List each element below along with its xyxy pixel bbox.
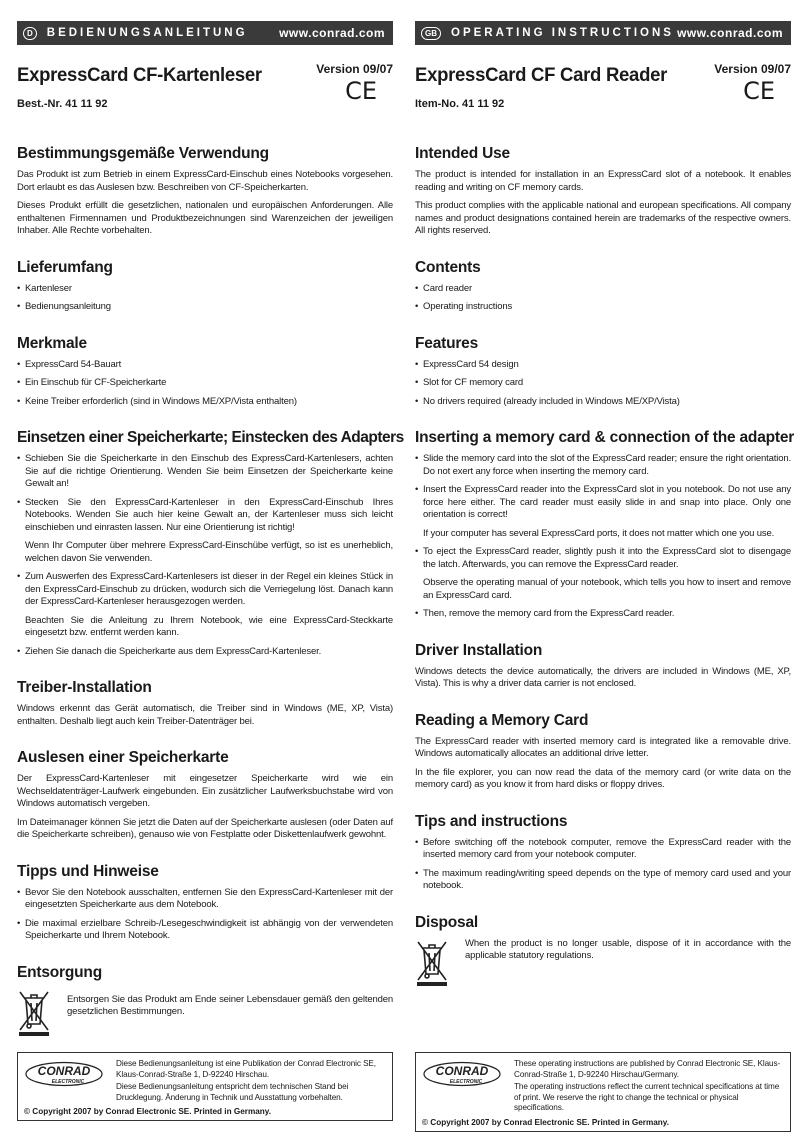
header-title: OPERATING INSTRUCTIONS (451, 27, 674, 39)
step-note: If your computer has several ExpressCard ports, it does not matter which one you use. (423, 527, 775, 539)
list-item: • ExpressCard 54 design (415, 359, 791, 372)
publisher-text: Diese Bedienungsanleitung ist eine Publikation der Conrad Electronic SE, Klaus-Conrad-Straße 1, D-92240 Hirschau. (116, 1059, 376, 1079)
driver-text: Windows detects the device automatically, the drivers are included in Windows (ME, XP, Vista). This is why a driver data carrier is not enclosed. (415, 665, 791, 689)
header-bar (17, 21, 393, 45)
ce-mark-icon: CE (743, 77, 775, 105)
list-item (415, 608, 791, 621)
list-item: • Card reader (415, 283, 791, 296)
reading-heading: Auslesen einer Speicherkarte (17, 749, 229, 766)
copyright-text: © Copyright 2007 by Conrad Electronic SE. Printed in Germany. (422, 1117, 670, 1127)
list-item: • Ein Einschub für CF-Speicherkarte (17, 377, 393, 390)
logo-bottom-text: ELECTRONIC (51, 1079, 85, 1085)
compliance-text: This product complies with the applicable national and european specifications. All company names and product designations contained herein are trademarks of the respective owners. All rights reserved. (415, 200, 791, 236)
website-url: www.conrad.com (279, 26, 385, 40)
item-number: Best.-Nr. 41 11 92 (17, 98, 108, 110)
intended-use-heading: Bestimmungsgemäße Verwendung (17, 145, 269, 162)
header-bar (415, 21, 791, 45)
step-text: Insert the ExpressCard reader into the ExpressCard slot in you notebook. Do not use any force here either. The card reader must easily slide in and snap into place. Only one orientation is correct! (423, 484, 791, 520)
list-item: • Operating instructions (415, 301, 791, 314)
language-badge: D (23, 27, 37, 40)
driver-heading: Driver Installation (415, 641, 543, 659)
list-item (415, 484, 791, 540)
tips-list (17, 887, 393, 943)
disposal-heading: Entsorgung (17, 963, 102, 981)
list-item: • Bevor Sie den Notebook ausschalten, entfernen Sie den ExpressCard-Kartenleser mit der eingesetzten Speicherkarte aus dem Notebook. (17, 887, 393, 912)
intended-use-text: The product is intended for installation in an ExpressCard slot of a notebook. It enables reading and writing on CF memory cards. (415, 169, 791, 193)
inserting-list (415, 453, 791, 621)
conrad-logo-icon (24, 1061, 104, 1087)
list-item (17, 453, 393, 491)
product-title: ExpressCard CF-Kartenleser (17, 64, 262, 86)
disposal-heading: Disposal (415, 913, 479, 931)
item-number: Item-No. 41 11 92 (415, 98, 505, 110)
disposal-section (17, 988, 393, 1036)
step-text: Then, remove the memory card from the ExpressCard reader. (423, 608, 675, 619)
reading-text: In the file explorer, you can now read the data of the memory card (or write data on the memory card) as you know it from hard disks or floppy drives. (415, 766, 791, 790)
reading-heading: Reading a Memory Card (415, 711, 589, 729)
inserting-list (17, 453, 393, 658)
publisher-text: These operating instructions are published by Conrad Electronic SE, Klaus-Conrad-Straße 1, D-92240 Hirschau/Germany. (514, 1059, 781, 1079)
list-item: • No drivers required (already included in Windows ME/XP/Vista) (415, 396, 791, 409)
step-text: Ziehen Sie danach die Speicherkarte aus dem ExpressCard-Kartenleser. (25, 645, 322, 657)
step-text: Schieben Sie die Speicherkarte in den Einschub des ExpressCard-Kartenlesers, achten Sie auf die richtige Orientierung. Wenden Sie beim Einsetzen der Speicherkarte keine Gewalt an! (25, 453, 393, 489)
driver-text: Windows erkennt das Gerät automatisch, die Treiber sind in Windows (ME, XP, Vista) enthalten. Deshalb liegt auch kein Treiber-Datenträger bei. (17, 703, 393, 727)
step-text: Stecken Sie den ExpressCard-Kartenleser in den ExpressCard-Einschub Ihres Notebooks. Wenden Sie auch hier keine Gewalt an, der Kartenleser muss sich leicht einschieben und einrasten lassen. Nur eine Orientierung ist richtig! (25, 496, 393, 533)
features-heading: Features (415, 334, 479, 352)
list-item: • Before switching off the notebook computer, remove the ExpressCard reader with the inserted memory card from your notebook computer. (415, 837, 791, 862)
reading-text: The ExpressCard reader with inserted memory card is integrated like a removable drive. Windows automatically allocates an additional drive letter. (415, 735, 791, 759)
tips-list (415, 837, 791, 893)
step-note: Observe the operating manual of your notebook, which tells you how to insert and remove an ExpressCard card. (423, 577, 791, 601)
step-note: Beachten Sie die Anleitung zu Ihrem Notebook, wie eine ExpressCard-Steckkarte eingesetzt bzw. entfernt werden kann. (25, 614, 393, 638)
contents-list (415, 283, 791, 314)
intended-use-text: Das Produkt ist zum Betrieb in einem ExpressCard-Einschub eines Notebooks vorgesehen. Dort erlaubt es das Auslesen bzw. Beschreiben von CF-Speicherkarten. (17, 169, 393, 193)
list-item: • The maximum reading/writing speed depends on the type of memory card used and your notebook. (415, 868, 791, 893)
contents-list (17, 283, 393, 314)
logo-top-text: CONRAD (435, 1064, 489, 1078)
tips-heading: Tipps und Hinweise (17, 862, 159, 880)
disposal-section (415, 938, 791, 986)
list-item: • Keine Treiber erforderlich (sind in Windows ME/XP/Vista enthalten) (17, 396, 393, 409)
step-text: Zum Auswerfen des ExpressCard-Kartenlesers ist dieser in der Regel ein kleines Stück in den ExpressCard-Einschub zu drücken, wodurch sich die Verriegelung löst. Danach kann der ExpressCard-Kartenleser herausgezogen werden. (25, 571, 393, 607)
german-footer (17, 1052, 393, 1121)
crossed-bin-icon (17, 988, 51, 1036)
disposal-text: When the product is no longer usable, dispose of it in accordance with the applicable statutory regulations. (465, 937, 791, 961)
ce-mark-icon: CE (345, 77, 377, 105)
specs-text: The operating instructions reflect the current technical specifications at time of print. We reserve the right to change the technical or physical specifications. (514, 1082, 780, 1112)
features-list (17, 359, 393, 409)
logo-bottom-text: ELECTRONIC (449, 1079, 483, 1085)
step-note: Wenn Ihr Computer über mehrere ExpressCard-Einschübe verfügt, so ist es unerheblich, welchen davon Sie verwenden. (25, 540, 393, 564)
english-column (415, 21, 795, 986)
driver-heading: Treiber-Installation (17, 679, 152, 696)
english-footer (415, 1052, 791, 1132)
copyright-text: © Copyright 2007 by Conrad Electronic SE. Printed in Germany. (24, 1107, 272, 1116)
product-header (17, 62, 393, 124)
list-item (17, 497, 393, 566)
inserting-heading: Inserting a memory card & connection of the adapter (415, 429, 795, 446)
list-item (415, 453, 791, 478)
contents-heading: Contents (415, 258, 481, 276)
list-item (17, 571, 393, 640)
list-item (415, 546, 791, 602)
step-text: To eject the ExpressCard reader, slightly push it into the ExpressCard slot to disengage the latch. Afterwards, you can remove the ExpressCard reader. (423, 546, 791, 570)
conrad-logo-icon (422, 1061, 502, 1087)
list-item: • Slot for CF memory card (415, 377, 791, 390)
product-title: ExpressCard CF Card Reader (415, 64, 668, 86)
logo-top-text: CONRAD (37, 1064, 91, 1078)
version-label: Version 09/07 (316, 62, 393, 76)
contents-heading: Lieferumfang (17, 258, 113, 276)
german-column (17, 21, 404, 1036)
list-item: • Die maximal erzielbare Schreib-/Lesegeschwindigkeit ist abhängig von der verwendeten Speicherkarte und Ihrem Notebook. (17, 918, 393, 943)
list-item: • Kartenleser (17, 283, 393, 296)
features-heading: Merkmale (17, 334, 87, 352)
crossed-bin-icon (415, 938, 449, 986)
product-header (415, 62, 791, 124)
language-badge: GB (421, 27, 441, 40)
intended-use-heading: Intended Use (415, 145, 510, 162)
list-item: • Bedienungsanleitung (17, 301, 393, 314)
tips-heading: Tips and instructions (415, 812, 568, 830)
website-url: www.conrad.com (677, 26, 783, 40)
header-title: BEDIENUNGSANLEITUNG (46, 27, 248, 39)
disposal-text: Entsorgen Sie das Produkt am Ende seiner Lebensdauer gemäß den geltenden gesetzlichen Bestimmungen. (67, 993, 393, 1017)
reading-text: Der ExpressCard-Kartenleser mit eingesetzer Speicherkarte wird wie ein Wechseldatenträger-Laufwerk eingebunden. Ein zusätzlicher Laufwerksbuchstabe wird von Windows automatisch vergeben. (17, 773, 393, 809)
specs-text: Diese Bedienungsanleitung entspricht dem technischen Stand bei Drucklegung. Änderung in Technik und Ausstattung vorbehalten. (116, 1082, 349, 1102)
compliance-text: Dieses Produkt erfüllt die gesetzlichen, nationalen und europäischen Anforderungen. Alle enthaltenen Firmennamen und Produktbezeichnungen sind Warenzeichen der jeweiligen Inhaber. Alle Rechte vorbehalten. (17, 200, 393, 236)
list-item: • ExpressCard 54-Bauart (17, 359, 393, 372)
inserting-heading: Einsetzen einer Speicherkarte; Einstecken des Adapters (17, 429, 404, 446)
list-item (17, 646, 393, 659)
version-label: Version 09/07 (714, 62, 791, 76)
reading-text: Im Dateimanager können Sie jetzt die Daten auf der Speicherkarte auslesen (oder Daten auf die Speicherkarte schreiben), genauso wie von Festplatte oder Diskettenlaufwerk gewohnt. (17, 816, 393, 840)
features-list (415, 359, 791, 409)
step-text: Slide the memory card into the slot of the ExpressCard reader; ensure the right orientation. Do not exert any force when inserting the memory card. (423, 453, 791, 477)
